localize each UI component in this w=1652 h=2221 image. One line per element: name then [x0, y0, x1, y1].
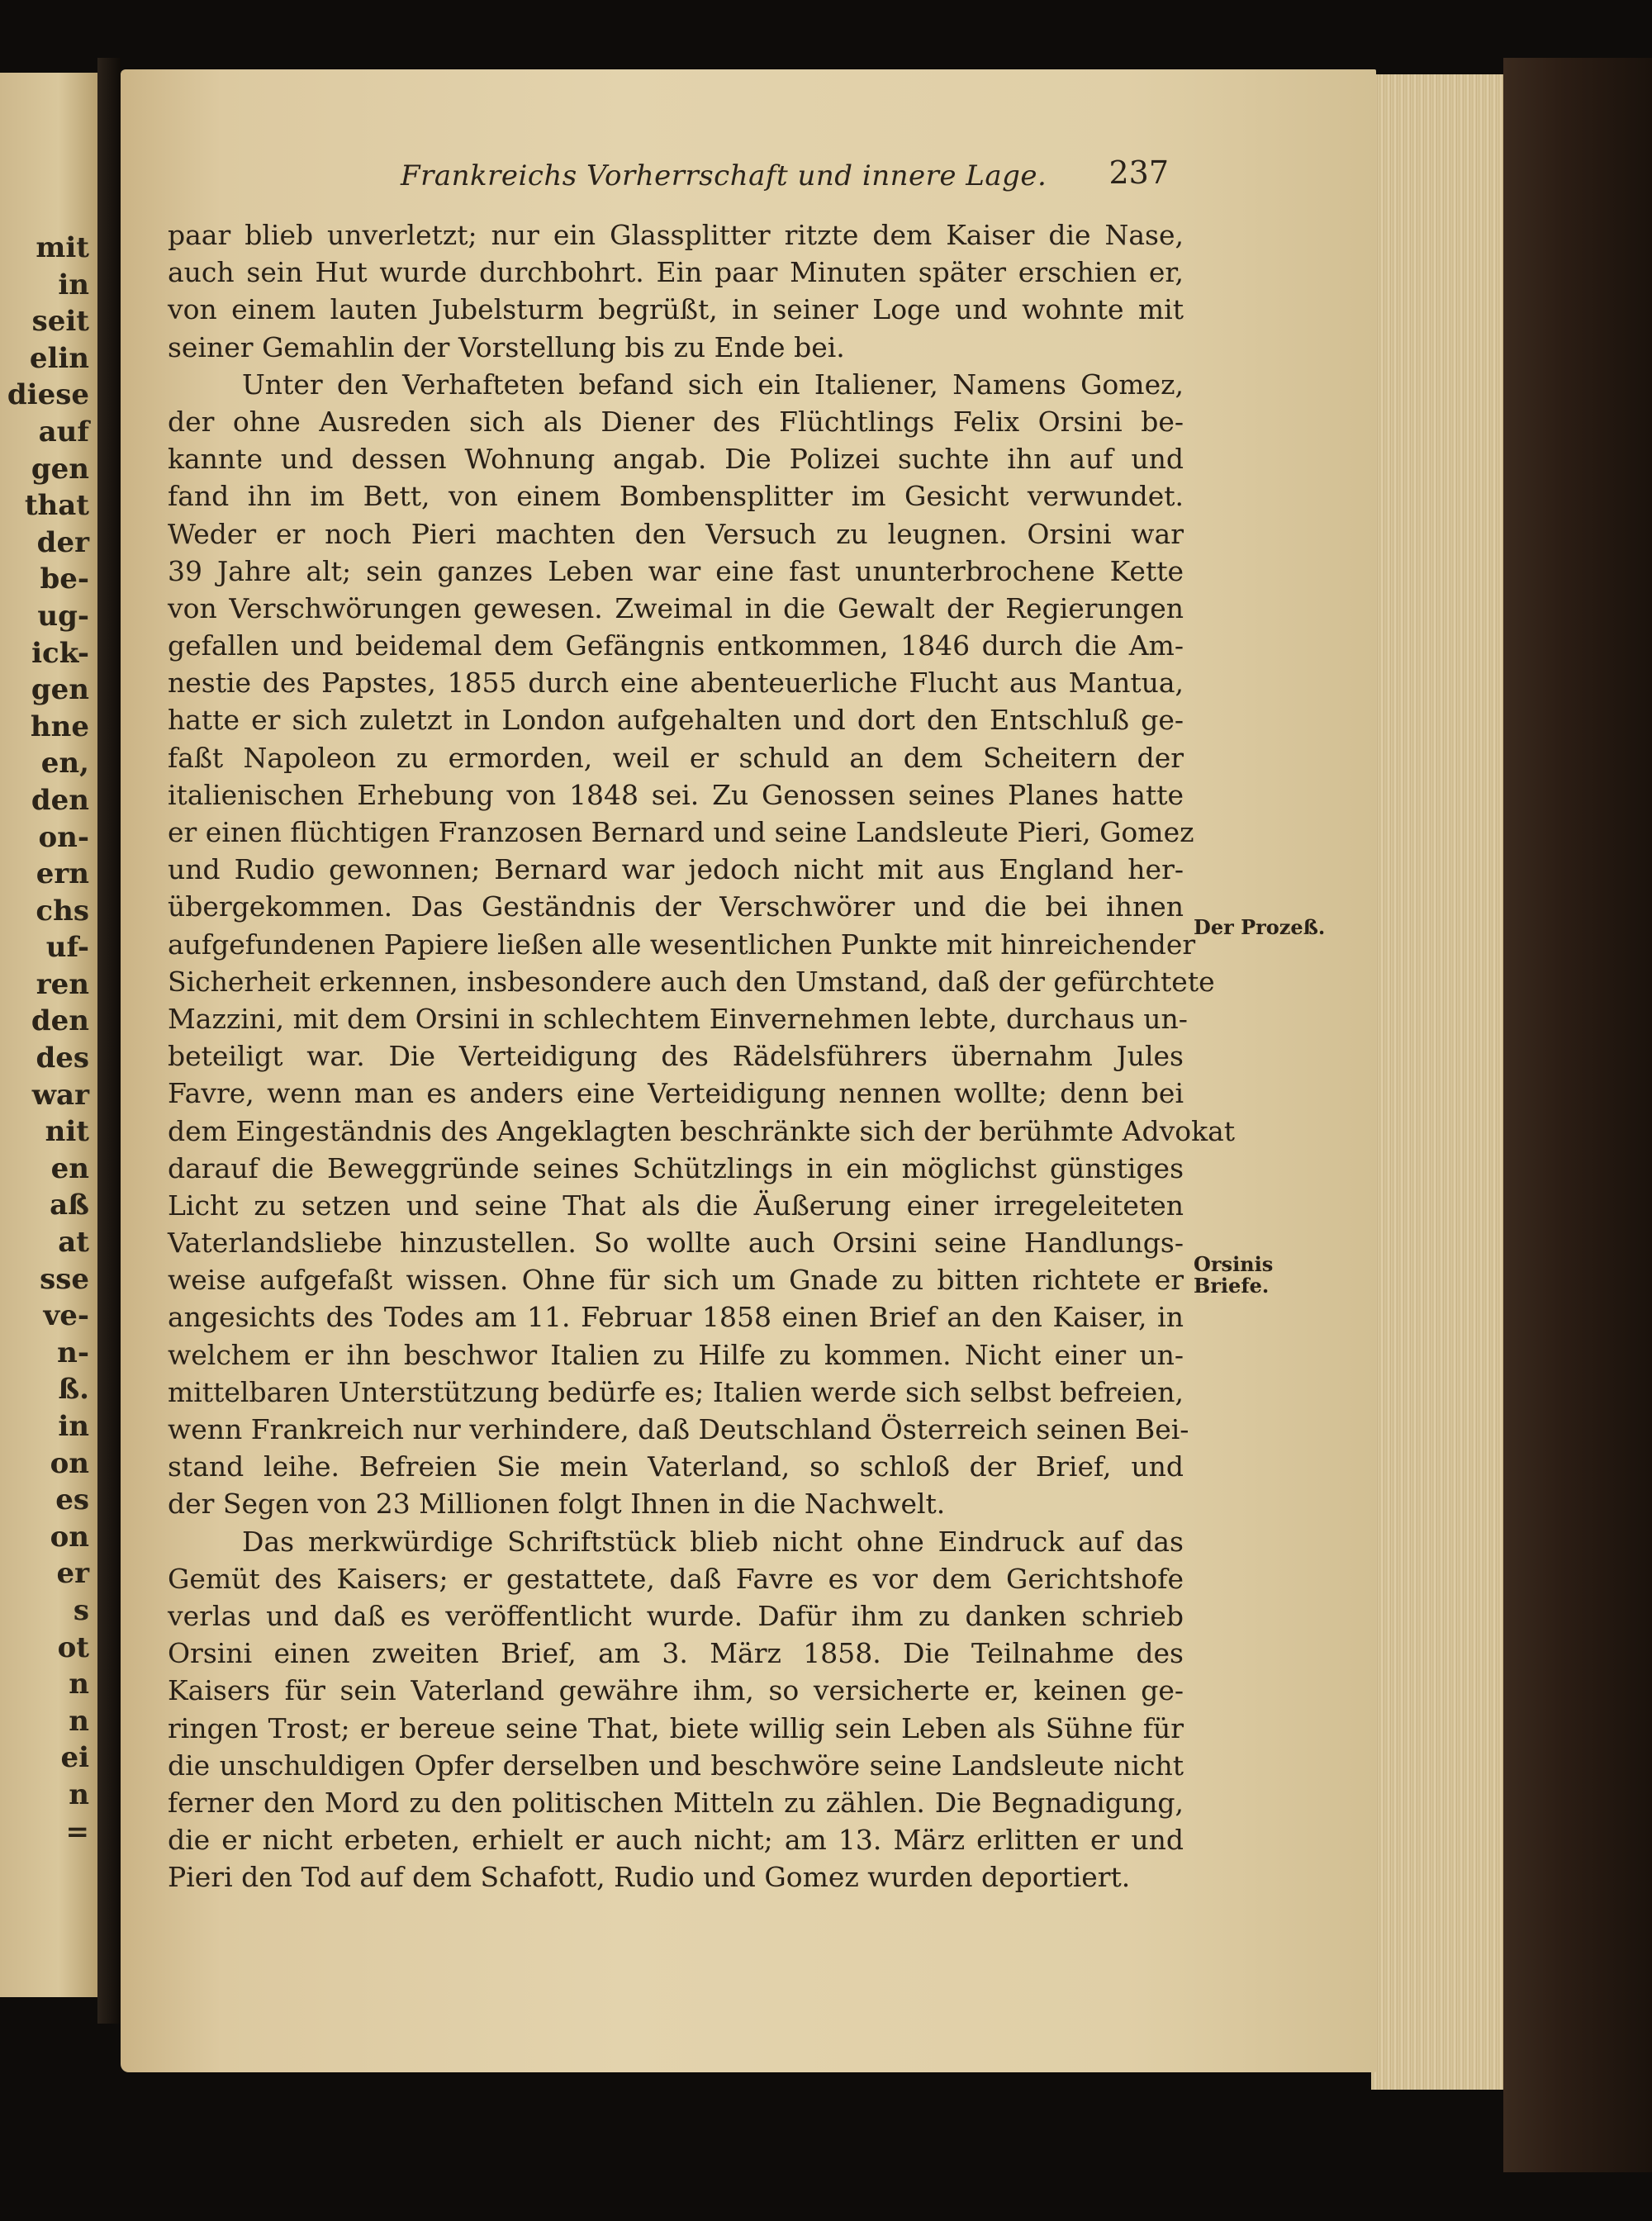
left-page-fragment: des [36, 1042, 89, 1075]
left-page-fragment: = [65, 1815, 89, 1848]
text-line: der ohne Ausreden sich als Diener des Flüchtlings Felix Orsini be- [168, 405, 1184, 438]
text-line: stand leihe. Befreien Sie mein Vaterland, so schloß der Brief, und [168, 1450, 1184, 1483]
text-line: der Segen von 23 Millionen folgt Ihnen in die Nachwelt. [168, 1488, 946, 1521]
left-page-fragment: that [24, 489, 89, 523]
text-line: angesichts des Todes am 11. Februar 1858 einen Brief an den Kaiser, in [168, 1301, 1184, 1334]
text-line: von einem lauten Jubelsturm begrüßt, in seiner Loge und wohnte mit [168, 293, 1184, 326]
text-line: Favre, wenn man es anders eine Verteidigung nennen wollte; denn bei [168, 1077, 1184, 1110]
left-page-fragment: ick- [31, 636, 89, 670]
text-line: gefallen und beidemal dem Gefängnis entkommen, 1846 durch die Am- [168, 629, 1184, 662]
left-page-fragment: ve- [43, 1299, 89, 1333]
left-page-fragment: ren [36, 967, 89, 1001]
left-page-fragment: ß. [58, 1373, 89, 1407]
text-line: ferner den Mord zu den politischen Mitteln zu zählen. Die Begnadigung, [168, 1786, 1184, 1819]
left-page-fragment: ug- [37, 599, 89, 633]
text-line: auch sein Hut wurde durchbohrt. Ein paar Minuten später erschien er, [168, 256, 1184, 289]
left-page-fragment: mit [36, 231, 89, 264]
left-page-fragment: n- [57, 1336, 89, 1369]
left-page-fragment: gen [31, 452, 89, 486]
text-line: darauf die Beweggründe seines Schützlings in ein möglichst günstiges [168, 1151, 1184, 1184]
text-line: Licht zu setzen und seine That als die Äußerung einer irregeleiteten [168, 1189, 1184, 1222]
left-page-fragment: en, [40, 747, 89, 781]
left-page-fragment: elin [29, 341, 89, 375]
book-gutter [97, 58, 121, 2024]
left-page-fragment: ei [60, 1741, 89, 1775]
left-page-fragment: on- [38, 820, 89, 854]
text-line: und Rudio gewonnen; Bernard war jedoch nicht mit aus England her- [168, 853, 1184, 886]
text-line: nestie des Papstes, 1855 durch eine abenteuerliche Flucht aus Mantua, [168, 667, 1184, 700]
text-line: Gemüt des Kaisers; er gestattete, daß Favre es vor dem Gerichtshofe [168, 1562, 1184, 1595]
left-page-fragment: sse [40, 1262, 89, 1296]
left-page-fragment: be- [40, 562, 89, 596]
text-line: Vaterlandsliebe hinzustellen. So wollte auch Orsini seine Handlungs- [168, 1227, 1184, 1260]
text-line: seiner Gemahlin der Vorstellung bis zu Ende bei. [168, 330, 845, 363]
text-line: italienischen Erhebung von 1848 sei. Zu Genossen seines Planes hatte [168, 778, 1184, 811]
page-header [401, 154, 1169, 206]
left-page-fragment: seit [31, 305, 89, 339]
left-page-fragment: es [55, 1483, 89, 1517]
text-line: aufgefundenen Papiere ließen alle wesentlichen Punkte mit hinreichender [168, 928, 1196, 961]
text-line: fand ihn im Bett, von einem Bombensplitter im Gesicht verwundet. [168, 480, 1184, 513]
left-page-fragment: der [36, 525, 89, 559]
text-line: hatte er sich zuletzt in London aufgehalten und dort den Entschluß ge- [168, 704, 1184, 737]
left-page-fragment: auf [38, 415, 89, 448]
left-page-fragment: n [69, 1704, 89, 1738]
left-page-fragment: den [31, 1004, 89, 1038]
text-line: verlas und daß es veröffentlicht wurde. Dafür ihm zu danken schrieb [168, 1599, 1184, 1632]
text-line: Orsini einen zweiten Brief, am 3. März 1858. Die Teilnahme des [168, 1637, 1184, 1670]
left-page-fragment: at [58, 1226, 89, 1260]
text-line: 39 Jahre alt; sein ganzes Leben war eine fast ununterbrochene Kette [168, 554, 1184, 587]
left-page-fragment: diese [7, 378, 89, 412]
text-line: weise aufgefaßt wissen. Ohne für sich um Gnade zu bitten richtete er [168, 1264, 1184, 1297]
text-line: Weder er noch Pieri machten den Versuch zu leugnen. Orsini war [168, 517, 1184, 550]
text-line: Das merkwürdige Schriftstück blieb nicht ohne Eindruck auf das [242, 1525, 1184, 1558]
left-page-fragment: s [73, 1593, 89, 1627]
left-facing-page [0, 73, 97, 1997]
text-line: dem Eingeständnis des Angeklagten beschränkte sich der berühmte Advokat [168, 1114, 1236, 1147]
page-number: 237 [1108, 154, 1169, 191]
text-line: Sicherheit erkennen, insbesondere auch den Umstand, daß der gefürchtete [168, 965, 1215, 998]
left-page-fragment: nit [45, 1115, 89, 1149]
left-page-fragment: hne [30, 709, 89, 743]
left-page-fragment: in [58, 1410, 89, 1443]
left-page-fragment: aß [50, 1189, 89, 1222]
left-page-fragment: ern [36, 857, 89, 891]
text-line: welchem er ihn beschwor Italien zu Hilfe zu kommen. Nicht einer un- [168, 1338, 1184, 1371]
left-page-fragment: uf- [45, 931, 89, 965]
running-head: Frankreichs Vorherrschaft und innere Lage. [401, 159, 1047, 192]
left-page-fragments [0, 230, 89, 1850]
left-page-fragment: er [56, 1557, 89, 1591]
left-page-fragment: on [50, 1446, 89, 1480]
page-edges [1371, 74, 1503, 2090]
text-line: übergekommen. Das Geständnis der Verschwörer und die bei ihnen [168, 890, 1184, 923]
text-line: paar blieb unverletzt; nur ein Glassplitter ritzte dem Kaiser die Nase, [168, 219, 1184, 251]
text-line: Mazzini, mit dem Orsini in schlechtem Einvernehmen lebte, durchaus un- [168, 1002, 1188, 1035]
left-page-fragment: den [31, 783, 89, 817]
text-line: mittelbaren Unterstützung bedürfe es; Italien werde sich selbst befreien, [168, 1375, 1184, 1408]
text-line: er einen flüchtigen Franzosen Bernard und seine Landsleute Pieri, Gomez [168, 816, 1194, 848]
text-line: beteiligt war. Die Verteidigung des Rädelsführers übernahm Jules [168, 1040, 1184, 1073]
left-page-fragment: chs [36, 894, 89, 928]
left-page-fragment: en [50, 1151, 89, 1185]
left-page-fragment: ot [57, 1630, 89, 1664]
left-page-fragment: n [69, 1777, 89, 1811]
margin-note-prozess: Der Prozeß. [1194, 915, 1326, 939]
text-line: Unter den Verhafteten befand sich ein Italiener, Namens Gomez, [242, 368, 1184, 401]
text-line: faßt Napoleon zu ermorden, weil er schuld an dem Scheitern der [168, 741, 1184, 774]
text-line: wenn Frankreich nur verhindere, daß Deutschland Österreich seinen Bei- [168, 1413, 1189, 1445]
book-cover [1503, 58, 1652, 2172]
text-line: Pieri den Tod auf dem Schafott, Rudio und Gomez wurden deportiert. [168, 1861, 1131, 1894]
text-line: die er nicht erbeten, erhielt er auch nicht; am 13. März erlitten er und [168, 1824, 1184, 1857]
left-page-fragment: war [31, 1078, 89, 1112]
left-page-fragment: in [58, 268, 89, 301]
text-line: ringen Trost; er bereue seine That, biete willig sein Leben als Sühne für [168, 1711, 1184, 1744]
text-line: von Verschwörungen gewesen. Zweimal in die Gewalt der Regierungen [168, 591, 1184, 624]
text-line: kannte und dessen Wohnung angab. Die Polizei suchte ihn auf und [168, 443, 1184, 476]
text-line: Kaisers für sein Vaterland gewähre ihm, so versicherte er, keinen ge- [168, 1674, 1184, 1707]
left-page-fragment: n [69, 1668, 89, 1701]
margin-note-orsinis-briefe: Orsinis Briefe. [1194, 1252, 1274, 1298]
left-page-fragment: on [50, 1520, 89, 1554]
left-page-fragment: gen [31, 673, 89, 707]
text-line: die unschuldigen Opfer derselben und beschwöre seine Landsleute nicht [168, 1749, 1184, 1782]
